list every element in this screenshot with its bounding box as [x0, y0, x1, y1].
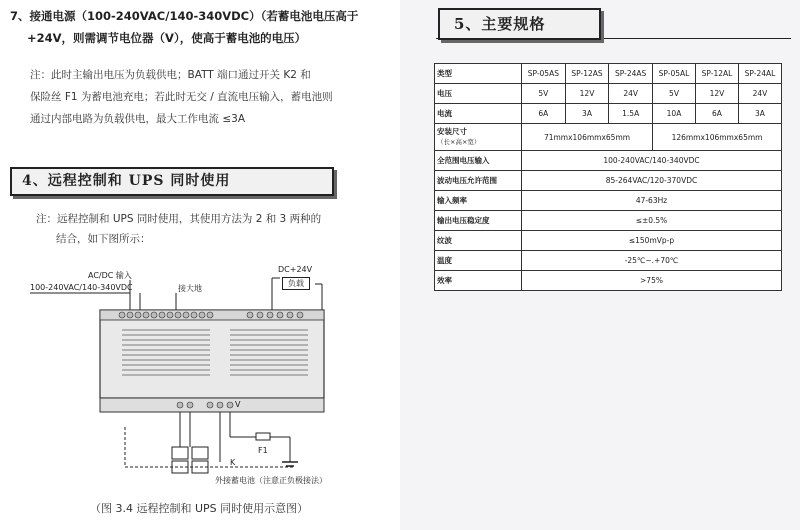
table-row — [435, 191, 782, 211]
table-row — [435, 251, 782, 271]
note2-line2: 结合，如下图所示： — [56, 233, 151, 245]
value-cell: ≤150mVp-p — [522, 231, 782, 251]
value-cell: 71mmx106mmx65mm — [522, 124, 653, 151]
row-label: 电流 — [435, 104, 522, 124]
battery-label: 外接蓄电池（注意正负极接法） — [215, 476, 327, 485]
size-sub-label: （长×高×宽） — [437, 138, 481, 146]
figure-caption: （图 3.4 远程控制和 UPS 同时使用示意图） — [90, 502, 309, 515]
table-row — [435, 271, 782, 291]
table-row — [435, 171, 782, 191]
v-pot-label: V — [235, 400, 241, 409]
row-label: 类型 — [435, 64, 522, 84]
note1-line3: 通过内部电路为负载供电，最大工作电流 ≤3A — [30, 113, 245, 125]
value-cell: 3A — [565, 104, 609, 124]
row-label: 全范围电压输入 — [435, 151, 522, 171]
row-label: 输出电压稳定度 — [435, 211, 522, 231]
value-cell: 12V — [696, 84, 739, 104]
value-cell: 10A — [653, 104, 696, 124]
row-label: 温度 — [435, 251, 522, 271]
acdc-range-label: 100-240VAC/140-340VDC — [30, 283, 133, 292]
spec-table — [434, 63, 782, 291]
value-cell: 126mmx106mmx65mm — [653, 124, 782, 151]
value-cell: 85-264VAC/120-370VDC — [522, 171, 782, 191]
item7-line2: +24V，则需调节电位器（V），使高于蓄电池的电压） — [27, 31, 307, 45]
value-cell: 24V — [609, 84, 653, 104]
value-cell: 47-63Hz — [522, 191, 782, 211]
row-label — [435, 124, 522, 151]
model-cell: SP-05AS — [522, 64, 566, 84]
value-cell: 3A — [738, 104, 781, 124]
value-cell: 24V — [738, 84, 781, 104]
row-label: 电压 — [435, 84, 522, 104]
model-cell: SP-24AS — [609, 64, 653, 84]
value-cell: 5V — [653, 84, 696, 104]
f1-fuse-label: F1 — [258, 446, 268, 455]
note2-line1: 注：远程控制和 UPS 同时使用，其使用方法为 2 和 3 两种的 — [36, 213, 322, 225]
size-label: 安装尺寸 — [437, 127, 467, 136]
value-cell: 6A — [696, 104, 739, 124]
table-row — [435, 124, 782, 151]
table-row — [435, 211, 782, 231]
row-label: 纹波 — [435, 231, 522, 251]
value-cell: 5V — [522, 84, 566, 104]
model-cell: SP-05AL — [653, 64, 696, 84]
value-cell: 1.5A — [609, 104, 653, 124]
section-4-title: 4、远程控制和 UPS 同时使用 — [10, 167, 334, 196]
value-cell: 100-240VAC/140-340VDC — [522, 151, 782, 171]
value-cell: -25℃~.+70℃ — [522, 251, 782, 271]
row-label: 效率 — [435, 271, 522, 291]
row-label: 输入频率 — [435, 191, 522, 211]
value-cell: ≤±0.5% — [522, 211, 782, 231]
dc-output-label: DC+24V — [278, 265, 313, 274]
table-row — [435, 84, 782, 104]
wiring-diagram — [30, 262, 330, 492]
note1-line2: 保险丝 F1 为蓄电池充电；若此时无交 / 直流电压输入，蓄电池则 — [30, 91, 333, 103]
model-cell: SP-24AL — [738, 64, 781, 84]
diagram-drawing — [30, 262, 330, 492]
value-cell: 6A — [522, 104, 566, 124]
value-cell: 12V — [565, 84, 609, 104]
acdc-input-label: AC/DC 输入 — [88, 271, 132, 280]
item7-line1: 7、接通电源（100-240VAC/140-340VDC）（若蓄电池电压高于 — [10, 9, 359, 23]
k-switch-label: K — [230, 458, 236, 467]
table-row — [435, 104, 782, 124]
value-cell: >75% — [522, 271, 782, 291]
table-row — [435, 64, 782, 84]
row-label: 波动电压允许范围 — [435, 171, 522, 191]
section-5-title: 5、主要规格 — [438, 8, 601, 40]
table-row — [435, 151, 782, 171]
model-cell: SP-12AL — [696, 64, 739, 84]
table-row — [435, 231, 782, 251]
note1-line1: 注：此时主输出电压为负载供电；BATT 端口通过开关 K2 和 — [30, 69, 311, 81]
model-cell: SP-12AS — [565, 64, 609, 84]
ground-label: 接大地 — [178, 284, 202, 293]
load-box: 负载 — [282, 277, 310, 290]
